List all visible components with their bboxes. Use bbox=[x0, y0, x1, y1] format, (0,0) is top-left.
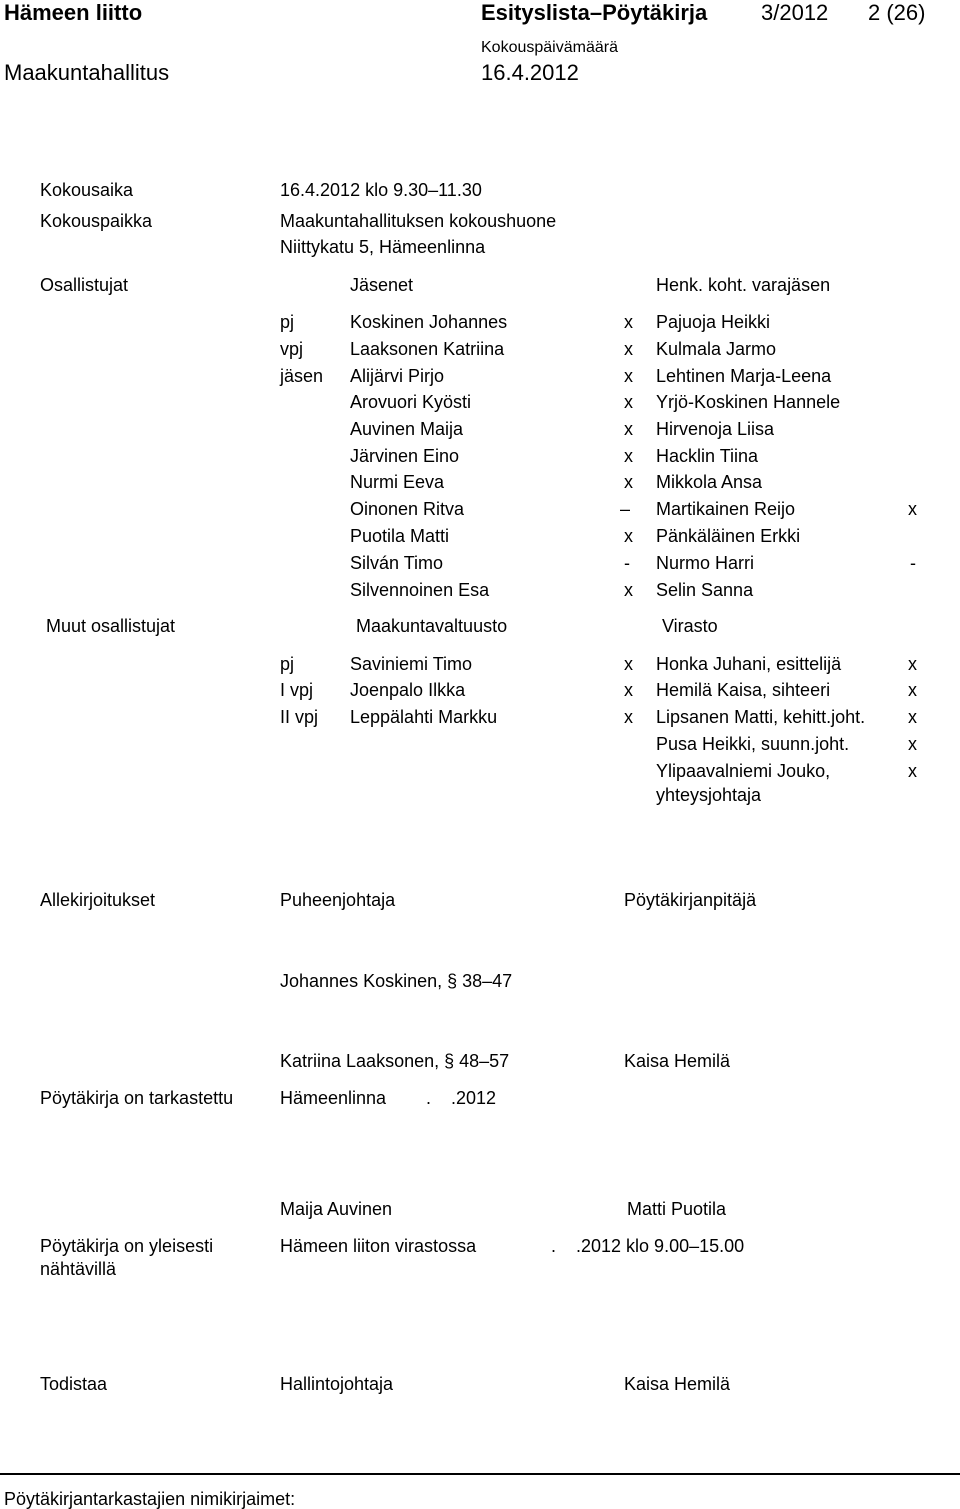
deputy-cell: Lehtinen Marja-Leena bbox=[656, 366, 832, 386]
deputy-cell: Hirvenoja Liisa bbox=[656, 419, 775, 439]
office-presence-mark: x bbox=[908, 761, 917, 781]
deputy-header: Henk. koht. varajäsen bbox=[656, 275, 831, 295]
certify-label: Todistaa bbox=[40, 1374, 108, 1394]
certify-name: Kaisa Hemilä bbox=[624, 1374, 731, 1394]
meeting-date: 16.4.2012 bbox=[481, 60, 579, 85]
inspector-2-name: Matti Puotila bbox=[627, 1199, 727, 1219]
meeting-address: Niittykatu 5, Hämeenlinna bbox=[280, 237, 486, 257]
office-cell: Honka Juhani, esittelijä bbox=[656, 654, 842, 674]
presence-mark: x bbox=[624, 392, 633, 412]
council-member-cell: Leppälahti Markku bbox=[350, 707, 498, 727]
member-cell: Nurmi Eeva bbox=[350, 472, 445, 492]
secretary-name: Kaisa Hemilä bbox=[624, 1051, 731, 1071]
deputy-presence-mark: x bbox=[908, 499, 917, 519]
members-header: Jäsenet bbox=[350, 275, 414, 295]
others-label: Muut osallistujat bbox=[46, 616, 176, 636]
page-number: 2 (26) bbox=[868, 0, 926, 25]
deputy-cell: Hacklin Tiina bbox=[656, 446, 759, 466]
presence-mark: x bbox=[624, 312, 633, 332]
footer-divider bbox=[0, 1473, 960, 1475]
role-cell: vpj bbox=[280, 339, 304, 359]
member-cell: Silván Timo bbox=[350, 553, 444, 573]
deputy-cell: Kulmala Jarmo bbox=[656, 339, 777, 359]
presence-mark: x bbox=[624, 580, 633, 600]
secretary-label: Pöytäkirjanpitäjä bbox=[624, 890, 757, 910]
public-label: Pöytäkirja on yleisesti bbox=[40, 1236, 214, 1256]
office-cell: Pusa Heikki, suunn.joht. bbox=[656, 734, 850, 754]
role-cell: pj bbox=[280, 654, 295, 674]
office-presence-mark: x bbox=[908, 707, 917, 727]
member-cell: Auvinen Maija bbox=[350, 419, 464, 439]
public-date: . .2012 klo 9.00–15.00 bbox=[551, 1236, 745, 1256]
office-cell: Hemilä Kaisa, sihteeri bbox=[656, 680, 831, 700]
signatures-label: Allekirjoitukset bbox=[40, 890, 156, 910]
office-presence-mark: x bbox=[908, 654, 917, 674]
deputy-cell: Pajuoja Heikki bbox=[656, 312, 771, 332]
role-cell: pj bbox=[280, 312, 295, 332]
office-cell-continued: yhteysjohtaja bbox=[656, 785, 762, 805]
member-cell: Laaksonen Katriina bbox=[350, 339, 505, 359]
deputy-cell: Mikkola Ansa bbox=[656, 472, 763, 492]
council-header: Maakuntavaltuusto bbox=[356, 616, 508, 636]
member-cell: Oinonen Ritva bbox=[350, 499, 465, 519]
chair-signature-line: Johannes Koskinen, § 38–47 bbox=[280, 971, 513, 991]
public-place: Hämeen liiton virastossa bbox=[280, 1236, 477, 1256]
date-label: Kokouspäivämäärä bbox=[481, 39, 618, 56]
presence-mark: x bbox=[624, 366, 633, 386]
meeting-place: Maakuntahallituksen kokoushuone bbox=[280, 211, 557, 231]
presence-mark: x bbox=[624, 526, 633, 546]
presence-mark: - bbox=[624, 553, 630, 573]
inspected-place: Hämeenlinna bbox=[280, 1088, 387, 1108]
presence-mark: x bbox=[624, 472, 633, 492]
inspector-1-name: Maija Auvinen bbox=[280, 1199, 393, 1219]
role-cell: I vpj bbox=[280, 680, 314, 700]
member-cell: Silvennoinen Esa bbox=[350, 580, 490, 600]
presence-mark: – bbox=[620, 499, 631, 519]
member-cell: Puotila Matti bbox=[350, 526, 450, 546]
council-member-cell: Joenpalo Ilkka bbox=[350, 680, 466, 700]
deputy-cell: Pänkäläinen Erkki bbox=[656, 526, 801, 546]
member-cell: Arovuori Kyösti bbox=[350, 392, 472, 412]
deputy-cell: Martikainen Reijo bbox=[656, 499, 796, 519]
initials-label: Pöytäkirjantarkastajien nimikirjaimet: bbox=[4, 1489, 296, 1509]
chair-label: Puheenjohtaja bbox=[280, 890, 396, 910]
presence-mark: x bbox=[624, 654, 633, 674]
public-label-continued: nähtävillä bbox=[40, 1259, 117, 1279]
certify-title: Hallintojohtaja bbox=[280, 1374, 394, 1394]
org-name: Hämeen liitto bbox=[4, 0, 143, 25]
member-cell: Järvinen Eino bbox=[350, 446, 460, 466]
deputy-presence-mark: - bbox=[910, 553, 916, 573]
office-cell: Lipsanen Matti, kehitt.joht. bbox=[656, 707, 866, 727]
deputy-cell: Yrjö-Koskinen Hannele bbox=[656, 392, 841, 412]
office-presence-mark: x bbox=[908, 680, 917, 700]
participants-label: Osallistujat bbox=[40, 275, 129, 295]
member-cell: Alijärvi Pirjo bbox=[350, 366, 445, 386]
vice-chair-signature-line: Katriina Laaksonen, § 48–57 bbox=[280, 1051, 510, 1071]
inspected-date: . .2012 bbox=[426, 1088, 497, 1108]
role-cell: jäsen bbox=[280, 366, 324, 386]
office-presence-mark: x bbox=[908, 734, 917, 754]
office-header: Virasto bbox=[662, 616, 718, 636]
role-cell: II vpj bbox=[280, 707, 319, 727]
body-name: Maakuntahallitus bbox=[4, 60, 170, 85]
time-label: Kokousaika bbox=[40, 180, 134, 200]
meeting-time: 16.4.2012 klo 9.30–11.30 bbox=[280, 180, 482, 200]
presence-mark: x bbox=[624, 339, 633, 359]
presence-mark: x bbox=[624, 419, 633, 439]
council-member-cell: Saviniemi Timo bbox=[350, 654, 473, 674]
document-type: Esityslista–Pöytäkirja bbox=[481, 0, 708, 25]
office-cell: Ylipaavalniemi Jouko, bbox=[656, 761, 831, 781]
place-label: Kokouspaikka bbox=[40, 211, 153, 231]
presence-mark: x bbox=[624, 707, 633, 727]
member-cell: Koskinen Johannes bbox=[350, 312, 508, 332]
presence-mark: x bbox=[624, 446, 633, 466]
presence-mark: x bbox=[624, 680, 633, 700]
deputy-cell: Selin Sanna bbox=[656, 580, 754, 600]
document-number: 3/2012 bbox=[761, 0, 829, 25]
deputy-cell: Nurmo Harri bbox=[656, 553, 755, 573]
inspected-label: Pöytäkirja on tarkastettu bbox=[40, 1088, 234, 1108]
